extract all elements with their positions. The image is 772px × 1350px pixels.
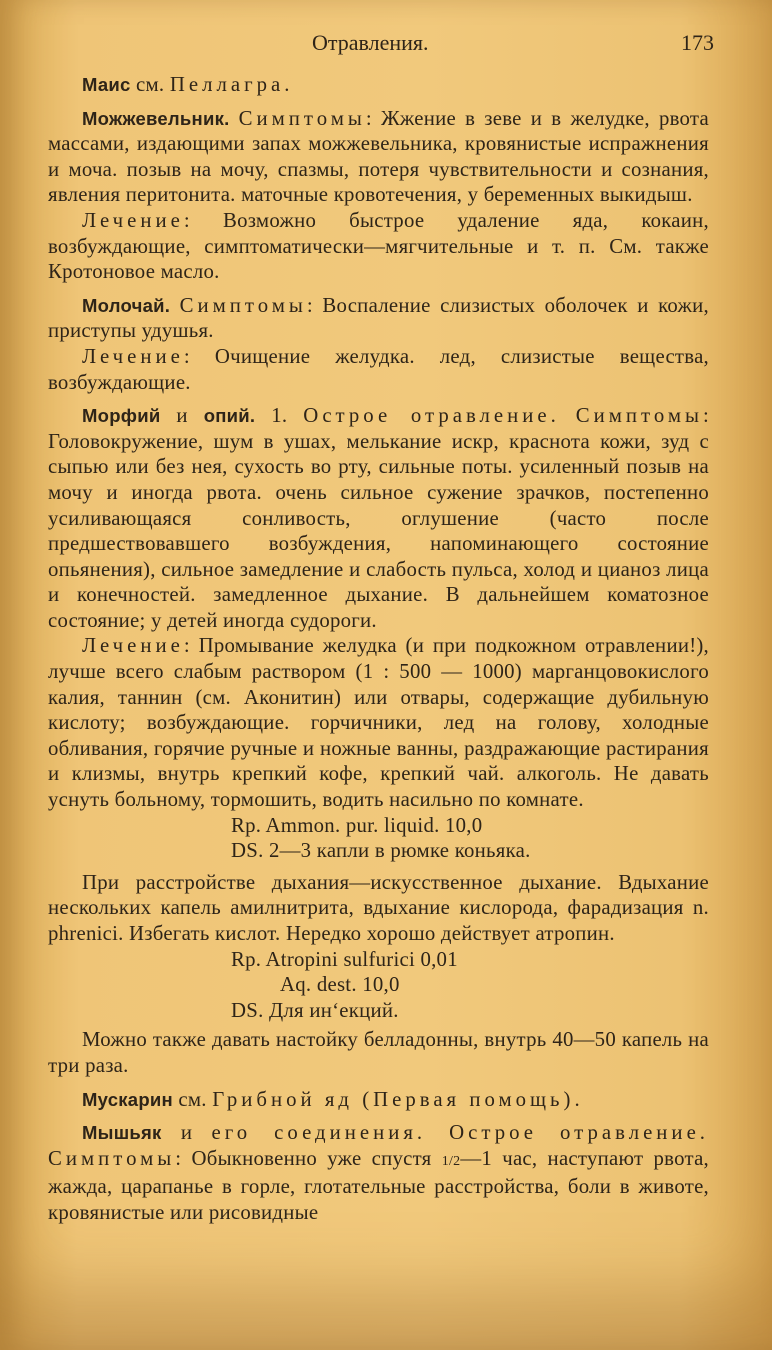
- fraction: 1/2: [441, 1153, 461, 1169]
- entry-head: Маис: [82, 74, 131, 95]
- entry-mozhzhevelnik: [48, 106, 709, 208]
- treatment-label: Лечение: [82, 344, 184, 368]
- entry-head: Морфий: [82, 405, 161, 427]
- entry-text: .: [574, 1087, 580, 1111]
- symptoms-text: : Жжение в зеве и в желудке, рвота массами, издающими запах можжевельника, кровянистые испражнения и моча. позыв на мочу, спазмы, потеря чувствительности и сознания, явления перитонита. маточные кровотечения, у беременных выкидыш.: [48, 106, 709, 207]
- entry-muskarin: [48, 1087, 709, 1113]
- page-number: 173: [681, 30, 714, 55]
- symptoms-label: Симптомы: [179, 293, 307, 317]
- entry-head: Мускарин: [82, 1088, 173, 1110]
- entry-head: Мышьяк: [82, 1122, 162, 1144]
- entry-head-2: опий.: [203, 405, 256, 427]
- prescription-line: DS. Для ин‘екций.: [231, 998, 399, 1022]
- cross-reference: Пеллагра: [169, 73, 285, 96]
- entry-text: см.: [172, 1087, 213, 1111]
- treatment-text: : Очищение желудка. лед, слизистые вещества, возбуждающие.: [48, 344, 709, 394]
- prescription-line: DS. 2—3 капли в рюмке коньяка.: [231, 839, 531, 863]
- entry-mais: [48, 72, 709, 98]
- entry-head: Можжевельник.: [82, 107, 230, 129]
- symptoms-label: Симптомы: [48, 1146, 176, 1170]
- entry-molochai: [48, 293, 709, 344]
- entry-text: и: [160, 404, 204, 428]
- prescription-line: Rp. Atropini sulfurici 0,01: [231, 947, 458, 971]
- entry-head: Молочай.: [82, 294, 171, 316]
- entry-text: : Обыкновенно уже спустя: [175, 1146, 442, 1170]
- treatment-paragraph: [48, 633, 709, 812]
- treatment-label: Лечение: [82, 634, 184, 658]
- symptoms-label: Симптомы: [238, 106, 366, 130]
- prescription-line: Rp. Ammon. pur. liquid. 10,0: [231, 813, 483, 837]
- treatment-paragraph: [48, 208, 709, 285]
- paragraph: При расстройстве дыхания—искусственное дыхание. Вдыхание нескольких капель амилнитрита, вдыхание кислорода, фарадизация n. phrenici. Избегать кислот. Нередко хорошо действует атропин.: [48, 870, 709, 945]
- page-body: [48, 72, 709, 1234]
- entry-text: .: [284, 73, 290, 96]
- cross-reference: Грибной яд (Первая помощь): [212, 1087, 575, 1111]
- entry-text: и: [161, 1121, 212, 1145]
- paragraph: Можно также давать настойку белладонны, внутрь 40—50 капель на три раза.: [48, 1028, 709, 1077]
- subsection-title: Острое отравление.: [303, 404, 560, 428]
- prescription-line: Aq. dest. 10,0: [280, 973, 400, 997]
- entry-morfii: [48, 403, 709, 633]
- treatment-text: : Возможно быстрое удаление яда, кокаин, возбуждающие, симптоматически—мягчительные и т. п. См. также Кротоновое масло.: [48, 208, 709, 284]
- entry-text: см.: [130, 73, 170, 96]
- treatment-label: Лечение: [82, 208, 184, 232]
- entry-myshyak: [48, 1120, 709, 1225]
- treatment-paragraph: [48, 344, 709, 395]
- entry-text: 1.: [255, 404, 304, 428]
- running-header: [48, 30, 714, 60]
- running-title: Отравления.: [312, 30, 429, 55]
- subsection-title: его соединения. Острое отравление.: [211, 1121, 709, 1145]
- symptoms-label: Симптомы: [575, 404, 703, 428]
- symptoms-text: : Головокружение, шум в ушах, мелькание искр, краснота кожи, зуд с сыпью или без нея, сухость во рту, сильные поты. усиленный позыв на мочу и иногда рвота. очень сильное сужение зрачков, постепенно усиливающаяся сонливость, оглушение (часто после предшествовавшего возбуждения, напоминающего состояние опьянения), сильное замедление и слабость пульса, холод и цианоз лица и конечностей. замедленное дыхание. В дальнейшем коматозное состояние; у детей иногда судороги.: [48, 404, 710, 632]
- entry-text: —1 час, наступают рвота, жажда, царапанье в горле, глотательные расстройства, боли в животе, кровянистые или рисовидные: [48, 1146, 710, 1224]
- symptoms-text: : Воспаление слизистых оболочек и кожи, приступы удушья.: [48, 293, 709, 343]
- treatment-text: : Промывание желудка (и при подкожном отравлении!), лучше всего слабым раствором (1 : 500 — 1000) марганцовокислого калия, таннин (см. Аконитин) или отвары, содержащие дубильную кислоту; возбуждающие. горчичники, лед на голову, холодные обливания, горячие ручные и ножные ванны, раздражающие растирания и клизмы, внутрь крепкий кофе, крепкий чай. алкоголь. Не давать уснуть больному, тормошить, водить насильно по комнате.: [48, 634, 709, 812]
